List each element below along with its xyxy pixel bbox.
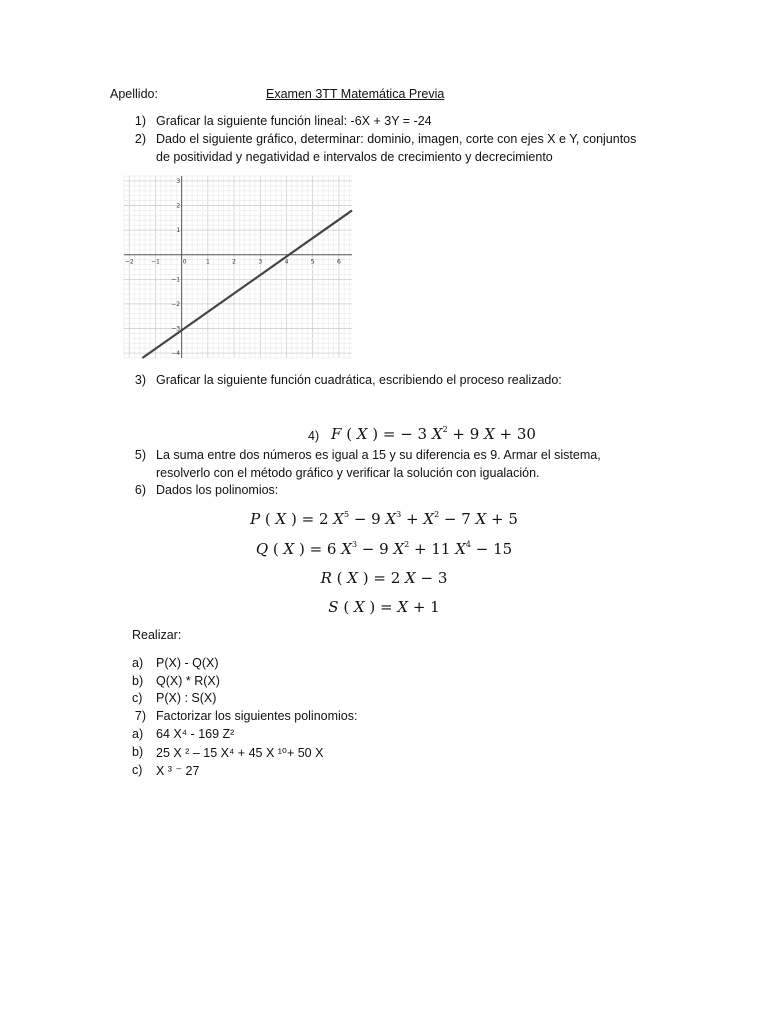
line-graph <box>118 172 358 362</box>
q7-item-c: X ³ ⁻ 27 <box>156 764 200 778</box>
q7-item-b-letter: b) <box>132 745 144 759</box>
x-tick-label: 0 <box>182 258 187 266</box>
q7-number: 7) <box>134 709 146 723</box>
polynomial-q: Q ( X ) = 6 $X^3 - 9$ $X^2 + 11$ $X^4 - 15$ <box>255 540 513 558</box>
y-tick-label: −1 <box>171 276 181 284</box>
x-tick-label: 3 <box>258 258 263 266</box>
x-tick-label: −1 <box>151 258 160 266</box>
q6-number: 6) <box>134 483 146 497</box>
q6-item-c-letter: c) <box>132 691 143 705</box>
q2-number: 2) <box>134 132 146 146</box>
q6-item-b-letter: b) <box>132 674 144 688</box>
q6-item-a-letter: a) <box>132 656 144 670</box>
y-tick-label: −3 <box>171 325 181 333</box>
x-tick-label: 2 <box>232 258 236 266</box>
q3-text: Graficar la siguiente función cuadrática, escribiendo el proceso realizado: <box>156 373 562 387</box>
q6-item-c: P(X) : S(X) <box>156 691 217 705</box>
q7-item-a-letter: a) <box>132 727 144 741</box>
q2-line2: de positividad y negatividad e intervalos de crecimiento y decrecimiento <box>156 150 553 164</box>
polynomial-s: S ( X ) = X + 1 <box>328 598 440 616</box>
q7-text: Factorizar los siguientes polinomios: <box>156 709 358 723</box>
q1-number: 1) <box>134 114 146 128</box>
q3-number: 3) <box>134 373 146 387</box>
exam-title: Examen 3TT Matemática Previa <box>266 87 445 101</box>
q1-text: Graficar la siguiente función lineal: -6X + 3Y = -24 <box>156 114 432 128</box>
x-tick-label: 4 <box>284 258 289 266</box>
x-tick-label: 1 <box>205 258 210 266</box>
q6-item-b: Q(X) * R(X) <box>156 674 220 688</box>
q5-line1: La suma entre dos números es igual a 15 y su diferencia es 9. Armar el sistema, <box>156 448 601 462</box>
q7-item-a: 64 X⁴ - 169 Z² <box>156 727 235 741</box>
polynomial-r: R ( X ) = 2 X − 3 <box>320 569 448 587</box>
y-tick-label: 1 <box>176 227 181 235</box>
q2-line1: Dado el siguiente gráfico, determinar: dominio, imagen, corte con ejes X e Y, conjuntos <box>156 132 637 146</box>
q7-item-b: 25 X ² – 15 X⁴ + 45 X ¹⁰+ 50 X <box>156 746 324 760</box>
q5-line2: resolverlo con el método gráfico y verificar la solución con igualación. <box>156 466 540 480</box>
y-tick-label: 2 <box>176 202 181 210</box>
y-tick-label: −4 <box>171 350 181 358</box>
x-tick-label: 6 <box>336 258 341 266</box>
q7-item-c-letter: c) <box>132 763 143 777</box>
q5-number: 5) <box>134 448 146 462</box>
realizar-label: Realizar: <box>132 628 182 642</box>
x-tick-label: 5 <box>310 258 315 266</box>
x-tick-label: −2 <box>124 258 134 266</box>
q6-item-a: P(X) - Q(X) <box>156 656 219 670</box>
apellido-label: Apellido: <box>110 87 158 101</box>
q4-number: 4) <box>308 429 320 443</box>
y-tick-label: −2 <box>171 300 181 308</box>
q4-formula: F ( X ) = − 3 $X^2 + 9$ X + 30 <box>331 425 536 443</box>
q6-text: Dados los polinomios: <box>156 483 279 497</box>
polynomial-p: P ( X ) = 2 $X^5 - 9$ $X^3 + X^2 - 7$ X + 5 <box>250 510 518 528</box>
y-tick-label: 3 <box>176 177 181 185</box>
